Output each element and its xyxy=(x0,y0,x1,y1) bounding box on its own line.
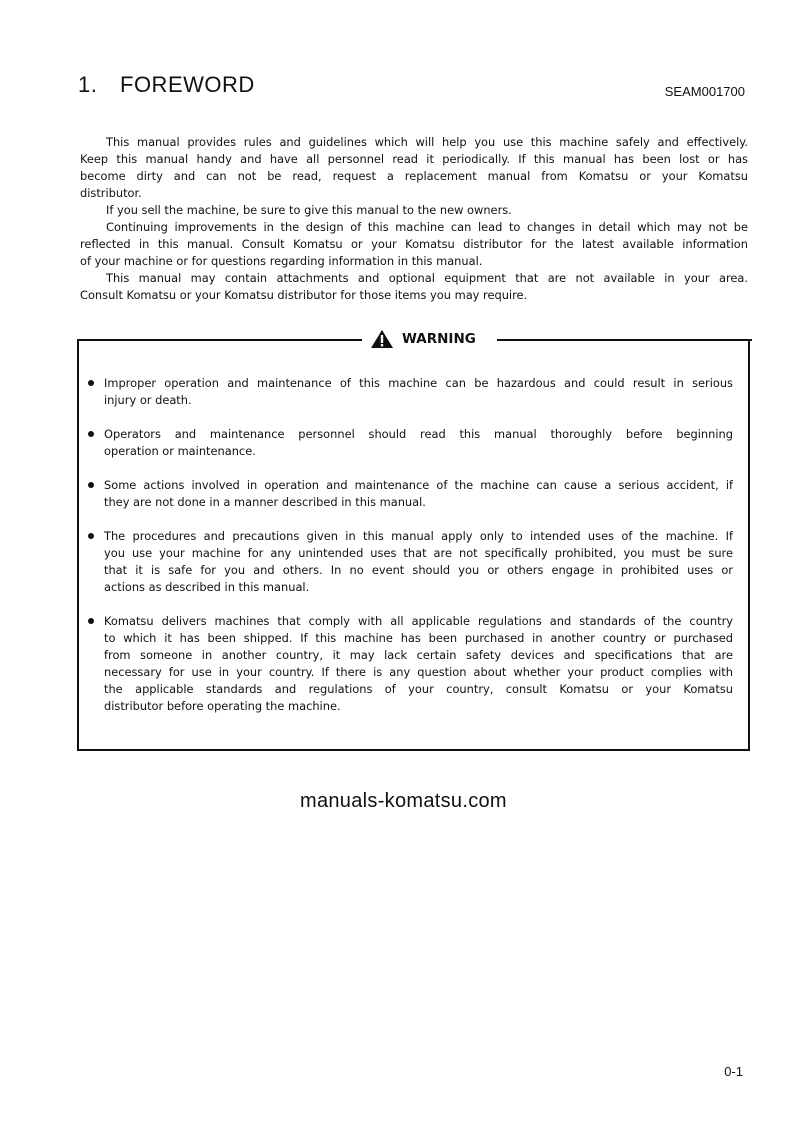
text-line: distributor before operating the machine. xyxy=(104,699,341,713)
paragraph xyxy=(80,219,748,270)
document-code: SEAM001700 xyxy=(664,84,745,99)
text-line: necessary for use in your country. If there is any question about whether your product complies with xyxy=(104,665,733,679)
text-line: to which it has been shipped. If this machine has been purchased in another country or purchased xyxy=(104,631,733,645)
text-line: Consult Komatsu or your Komatsu distributor for those items you may require. xyxy=(80,288,528,302)
divider xyxy=(77,339,362,341)
bullet-icon xyxy=(88,533,94,539)
text-line: The procedures and precautions given in this manual apply only to intended uses of the machine. If xyxy=(104,529,733,543)
paragraph xyxy=(80,134,748,202)
text-line: actions as described in this manual. xyxy=(104,580,310,594)
text-line: Keep this manual handy and have all personnel read it periodically. If this manual has been lost or has xyxy=(80,152,748,166)
divider xyxy=(497,339,752,341)
paragraph xyxy=(80,202,748,219)
warning-triangle-icon xyxy=(370,329,394,349)
bullet-icon xyxy=(88,431,94,437)
warning-label: WARNING xyxy=(402,331,476,347)
bullet-icon xyxy=(88,618,94,624)
text-line: of your machine or for questions regarding information in this manual. xyxy=(80,254,483,268)
foreword-text xyxy=(80,134,748,304)
warning-list xyxy=(88,375,733,732)
text-line: This manual provides rules and guidelines which will help you use this machine safely and effectively. xyxy=(106,135,748,149)
warning-item xyxy=(88,375,733,409)
section-title xyxy=(78,72,255,98)
text-line: they are not done in a manner described in this manual. xyxy=(104,495,426,509)
warning-item xyxy=(88,613,733,715)
text-line: Operators and maintenance personnel should read this manual thoroughly before beginning xyxy=(104,427,733,441)
text-line: injury or death. xyxy=(104,393,192,407)
text-line: from someone in another country, it may lack certain safety devices and specifications that are xyxy=(104,648,733,662)
text-line: Some actions involved in operation and maintenance of the machine can cause a serious accident, if xyxy=(104,478,733,492)
warning-heading xyxy=(370,329,476,349)
text-line: If you sell the machine, be sure to give this manual to the new owners. xyxy=(106,203,512,217)
warning-item xyxy=(88,426,733,460)
section-number: 1. xyxy=(78,72,98,97)
text-line: operation or maintenance. xyxy=(104,444,256,458)
bullet-icon xyxy=(88,380,94,386)
text-line: Improper operation and maintenance of this machine can be hazardous and could result in serious xyxy=(104,376,733,390)
text-line: that it is safe for you and others. In no event should you or others engage in prohibited uses or xyxy=(104,563,733,577)
text-line: the applicable standards and regulations of your country, consult Komatsu or your Komatsu xyxy=(104,682,733,696)
watermark: manuals-komatsu.com xyxy=(300,790,507,812)
bullet-icon xyxy=(88,482,94,488)
text-line: This manual may contain attachments and optional equipment that are not available in your area. xyxy=(106,271,748,285)
warning-item xyxy=(88,528,733,596)
warning-item xyxy=(88,477,733,511)
text-line: distributor. xyxy=(80,186,142,200)
text-line: reflected in this manual. Consult Komatsu or your Komatsu distributor for the latest available information xyxy=(80,237,748,251)
page-number: 0-1 xyxy=(724,1064,743,1079)
text-line: you use your machine for any unintended uses that are not specifically prohibited, you must be sure xyxy=(104,546,733,560)
section-title-text: FOREWORD xyxy=(120,72,255,97)
text-line: Komatsu delivers machines that comply with all applicable regulations and standards of the country xyxy=(104,614,733,628)
text-line: Continuing improvements in the design of this machine can lead to changes in detail which may not be xyxy=(106,220,748,234)
paragraph xyxy=(80,270,748,304)
text-line: become dirty and can not be read, request a replacement manual from Komatsu or your Komatsu xyxy=(80,169,748,183)
